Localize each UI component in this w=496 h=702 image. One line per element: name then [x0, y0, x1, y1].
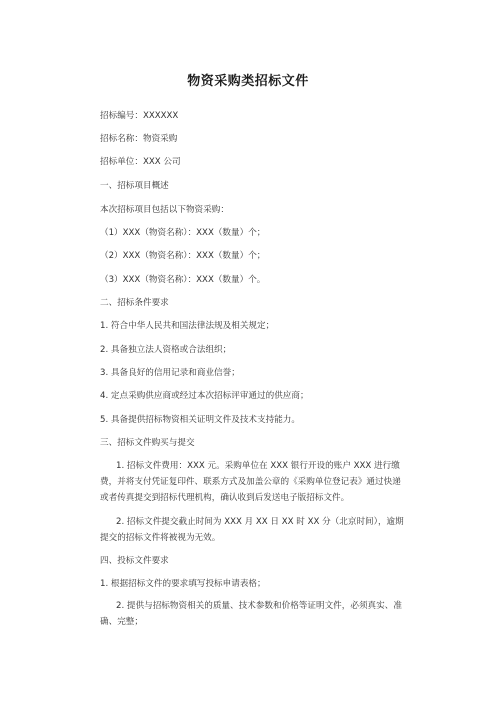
- section1-item-3: （3）XXX（物资名称）：XXX（数量）个。: [100, 275, 266, 285]
- section3-paragraph-1: 1. 招标文件费用：XXX 元。采购单位在 XXX 银行开设的账户 XXX 进行缴费，并将支付凭证复印件、联系方式及加盖公章的《采购单位登记表》通过快递或者传真提交到招标代理机构，确认收到后发送电子版招标文件。: [100, 461, 401, 503]
- section1-intro: 本次招标项目包括以下物资采购：: [100, 205, 229, 215]
- section-heading-2: 二、招标条件要求: [100, 298, 169, 308]
- section1-item-1: （1）XXX（物资名称）：XXX（数量）个；: [100, 228, 266, 238]
- section2-item-5: 5. 具备提供招标物资相关证明文件及技术支持能力。: [100, 415, 300, 425]
- section2-item-1: 1. 符合中华人民共和国法律法规及相关规定；: [100, 321, 275, 331]
- tender-unit: 招标单位：XXX 公司: [100, 157, 181, 167]
- section2-item-3: 3. 具备良好的信用记录和商业信誉；: [100, 368, 240, 378]
- tender-name: 招标名称：物资采购: [100, 134, 178, 144]
- section2-item-4: 4. 定点采购供应商或经过本次招标评审通过的供应商；: [100, 391, 309, 401]
- section-heading-3: 三、招标文件购买与提交: [100, 438, 195, 448]
- section3-paragraph-2: 2. 招标文件提交截止时间为 XXX 月 XX 日 XX 时 XX 分（北京时间），逾期提交的招标文件将被视为无效。: [100, 517, 404, 543]
- section-heading-4: 四、投标文件要求: [100, 556, 169, 566]
- tender-number: 招标编号：XXXXXX: [100, 111, 179, 121]
- section4-item-1: 1. 根据招标文件的要求填写投标申请表格；: [100, 579, 266, 589]
- section4-item-2: 2. 提供与招标物资相关的质量、技术参数和价格等证明文件，必须真实、准确、完整；: [100, 601, 402, 627]
- document-title: 物资采购类招标文件: [187, 74, 309, 89]
- section1-item-2: （2）XXX（物资名称）：XXX（数量）个；: [100, 251, 266, 261]
- section2-item-2: 2. 具备独立法人资格或合法组织；: [100, 345, 232, 355]
- section-heading-1: 一、招标项目概述: [100, 181, 169, 191]
